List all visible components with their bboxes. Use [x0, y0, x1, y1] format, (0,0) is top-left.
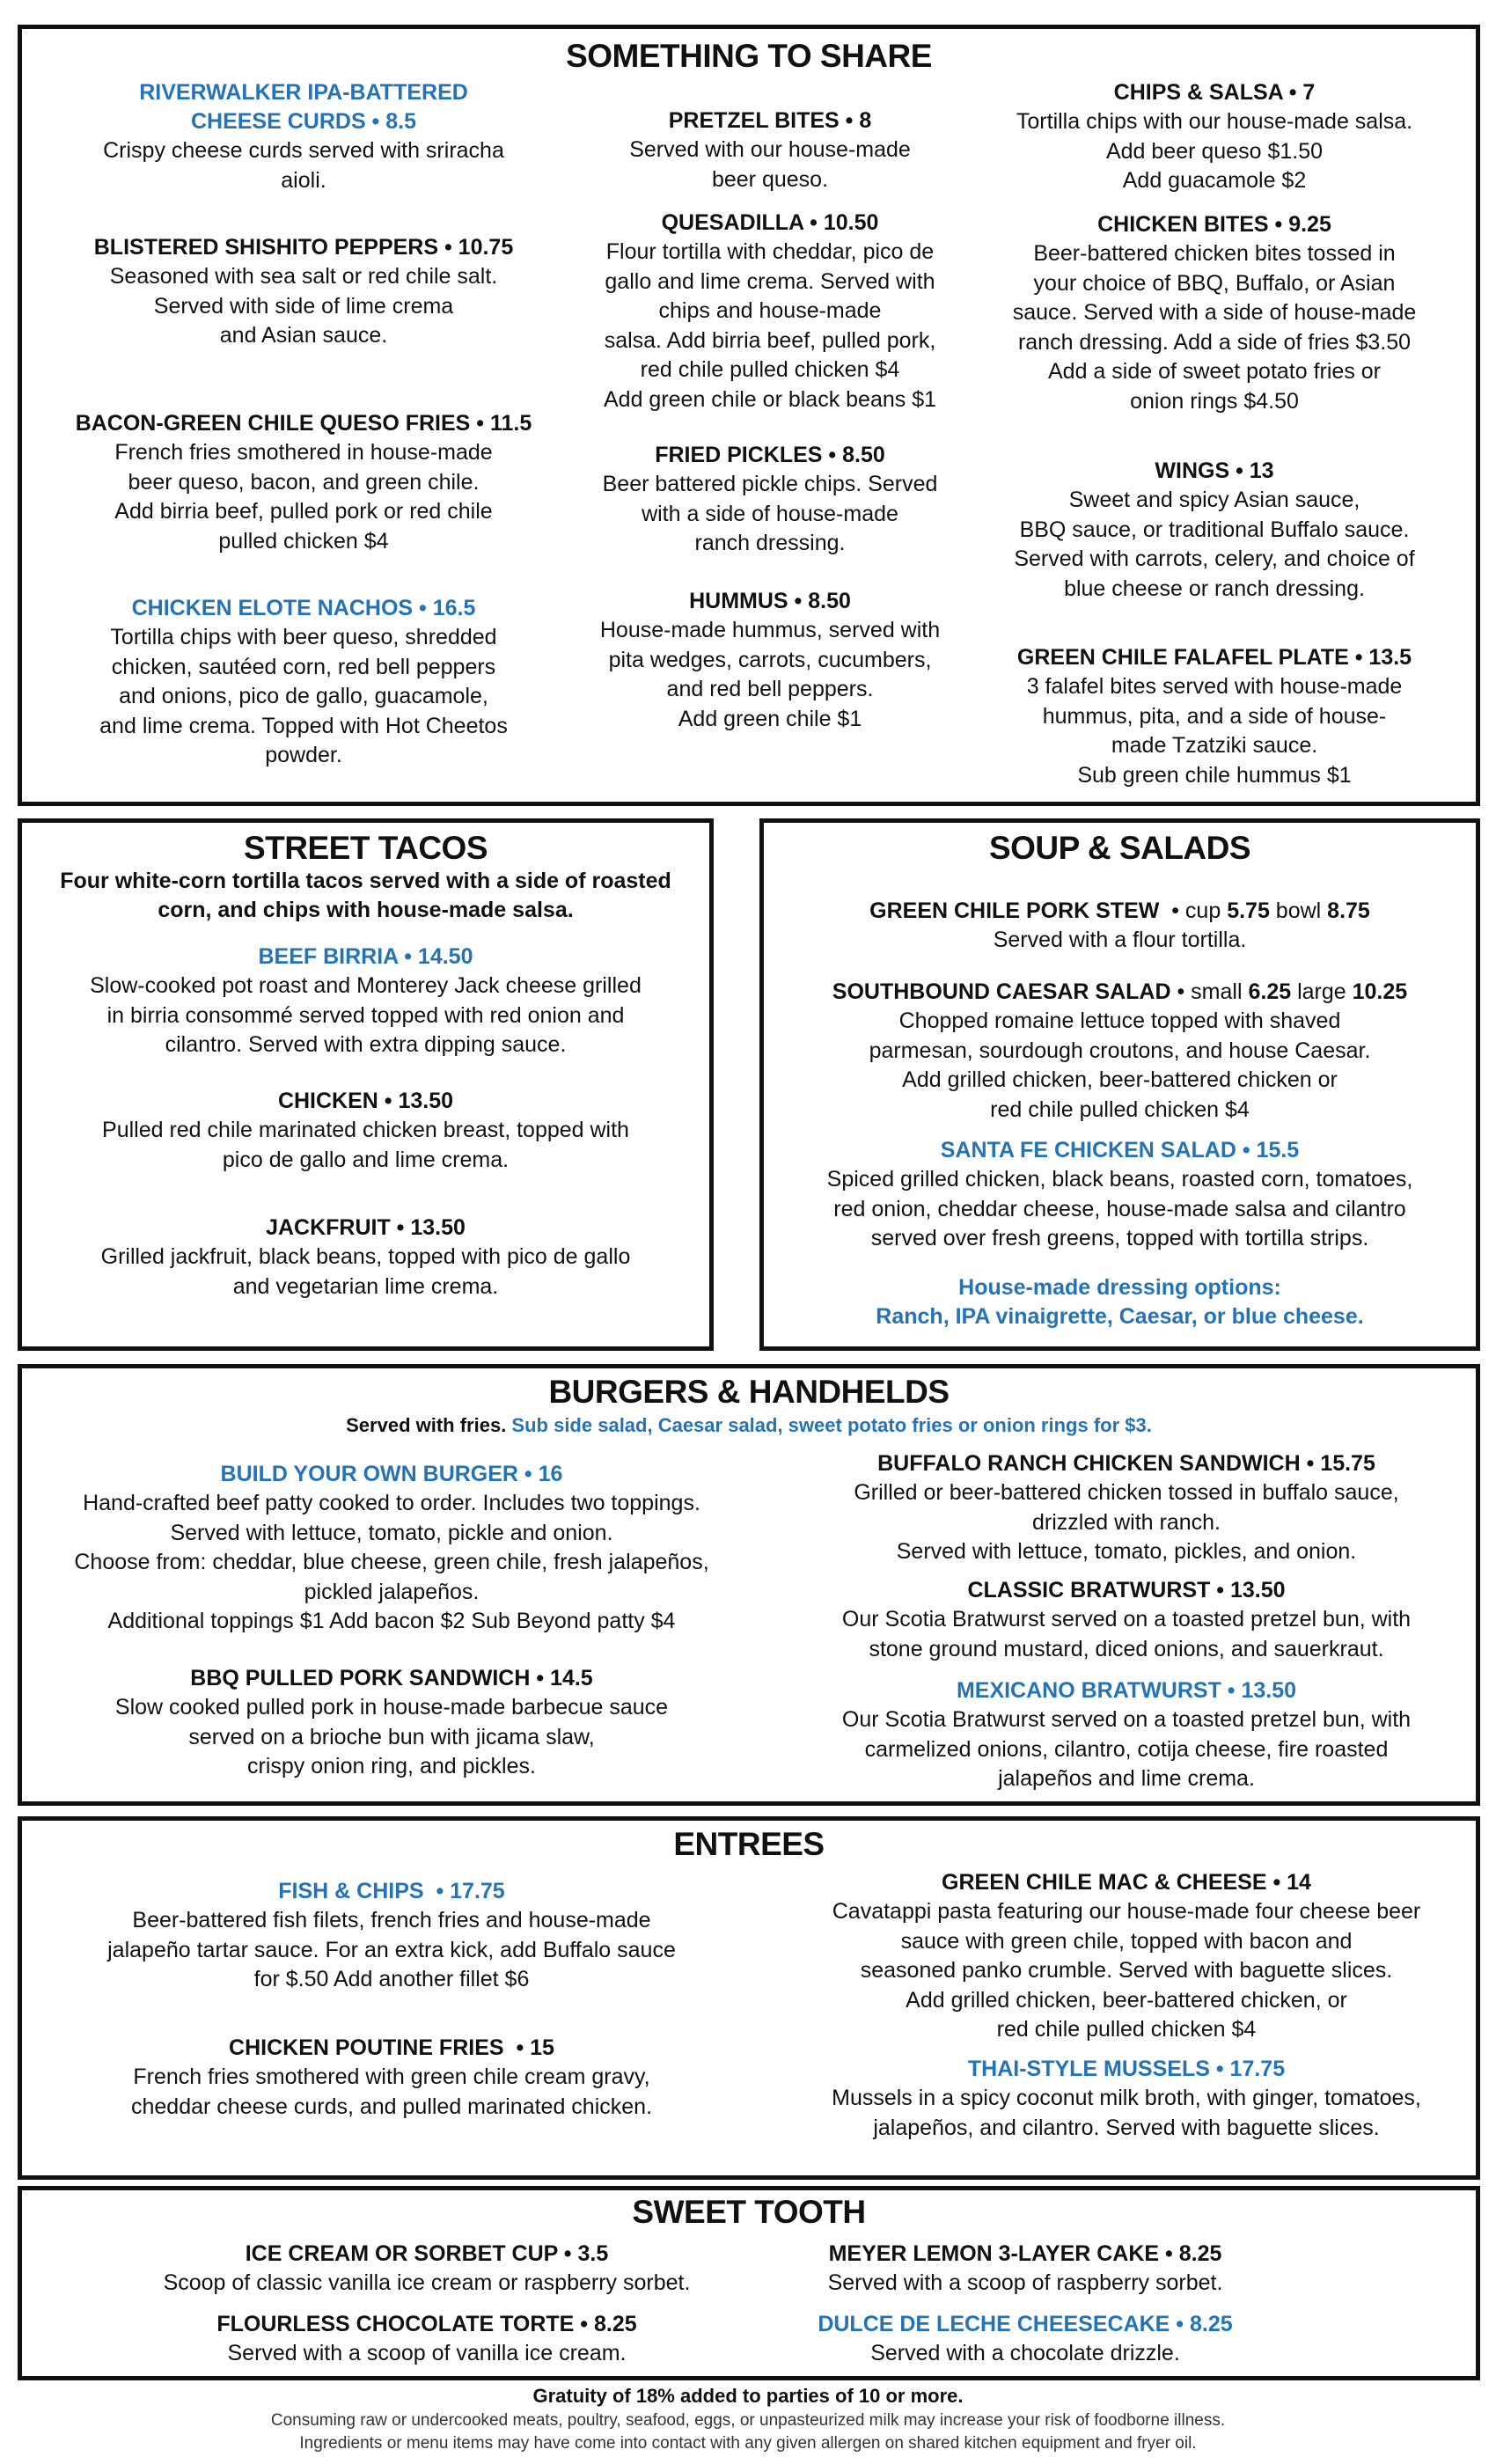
- menu-item-bbq-pork-sandwich: [22, 1664, 761, 1782]
- item-description: Flour tortilla with cheddar, pico de gallo and lime crema. Served with chips and house-made salsa. Add birria beef, pulled pork, red chile pulled chicken $4 Add green chile or black beans $1: [603, 239, 937, 412]
- section-title: SWEET TOOTH: [632, 2194, 866, 2230]
- item-name: ICE CREAM OR SORBET CUP • 3.5: [245, 2241, 609, 2266]
- item-name: BUFFALO RANCH CHICKEN SANDWICH • 15.75: [877, 1451, 1375, 1476]
- item-name: THAI-STYLE MUSSELS • 17.75: [967, 2057, 1286, 2081]
- item-name: QUESADILLA • 10.50: [661, 210, 879, 235]
- menu-item-cheese-curds: [31, 78, 576, 195]
- menu-item-taco-chicken: [22, 1087, 709, 1175]
- menu-item-classic-bratwurst: [779, 1576, 1474, 1664]
- item-name: FRIED PICKLES • 8.50: [655, 443, 885, 467]
- menu-item-poutine-fries: [22, 2034, 761, 2122]
- menu-item-elote-nachos: [31, 594, 576, 771]
- item-description: Slow-cooked pot roast and Monterey Jack cheese grilled in birria consommé served topped with red onion and cilantro. Served with extra dipping sauce.: [90, 973, 642, 1057]
- section-title: SOMETHING TO SHARE: [566, 38, 932, 74]
- item-description: French fries smothered with green chile cream gravy, cheddar cheese curds, and pulled marinated chicken.: [130, 2064, 653, 2119]
- item-name: CHICKEN • 13.50: [277, 1089, 454, 1113]
- section-title: ENTREES: [673, 1826, 825, 1862]
- item-name: WINGS • 13: [1155, 458, 1274, 483]
- menu-item-pretzel-bites: [550, 106, 990, 194]
- dressing-list: Ranch, IPA vinaigrette, Caesar, or blue cheese.: [876, 1304, 1364, 1329]
- menu-item-lemon-cake: [779, 2240, 1272, 2299]
- menu-item-fried-pickles: [550, 441, 990, 559]
- menu-item-beef-birria: [22, 942, 709, 1060]
- item-description: Served with a scoop of vanilla ice cream.: [227, 2341, 627, 2365]
- menu-item-buffalo-chicken-sandwich: [779, 1449, 1474, 1567]
- item-description: Our Scotia Bratwurst served on a toasted pretzel bun, with carmelized onions, cilantro, cotija cheese, fire roasted jalapeños and lime crema.: [841, 1707, 1412, 1791]
- food-safety-warning: Consuming raw or undercooked meats, poultry, seafood, eggs, or unpasteurized milk may increase your risk of foodborne illness.: [270, 2411, 1226, 2430]
- section-title: SOUP & SALADS: [988, 830, 1251, 866]
- item-name: BACON-GREEN CHILE QUESO FRIES • 11.5: [75, 411, 532, 436]
- item-description: Scoop of classic vanilla ice cream or raspberry sorbet.: [163, 2270, 691, 2295]
- item-description: Beer-battered chicken bites tossed in your choice of BBQ, Buffalo, or Asian sauce. Served with a side of house-made ranch dressing. Add a side of fries $3.50 Add a side of sweet potato fries or onion rings $4.50: [1012, 241, 1417, 414]
- item-name: DULCE DE LECHE CHEESECAKE • 8.25: [818, 2312, 1233, 2336]
- item-name: JACKFRUIT • 13.50: [266, 1215, 466, 1240]
- item-name: SANTA FE CHICKEN SALAD • 15.5: [940, 1138, 1300, 1162]
- section-something-to-share: [18, 25, 1480, 806]
- item-description: Spiced grilled chicken, black beans, roasted corn, tomatoes, red onion, cheddar cheese, house-made salsa and cilantro served over fresh greens, topped with tortilla strips.: [826, 1167, 1413, 1250]
- menu-item-mac-cheese: [779, 1868, 1474, 2045]
- item-description: Beer-battered fish filets, french fries and house-made jalapeño tartar sauce. For an extra kick, add Buffalo sauce for $.50 Add another fillet $6: [107, 1908, 676, 1991]
- section-title: STREET TACOS: [244, 830, 488, 866]
- menu-item-thai-mussels: [779, 2055, 1474, 2143]
- item-description: Sweet and spicy Asian sauce, BBQ sauce, or traditional Buffalo sauce. Served with carrots, celery, and choice of blue cheese or ranch dressing.: [1014, 488, 1415, 601]
- section-burgers-handhelds: [18, 1364, 1480, 1806]
- menu-item-pork-stew: [764, 897, 1476, 956]
- dressing-title: House-made dressing options:: [958, 1275, 1281, 1300]
- menu-item-build-burger: [22, 1460, 761, 1637]
- item-name: GREEN CHILE FALAFEL PLATE • 13.5: [1016, 645, 1412, 670]
- item-name: HUMMUS • 8.50: [689, 589, 851, 613]
- item-name: MEYER LEMON 3-LAYER CAKE • 8.25: [828, 2241, 1222, 2266]
- item-name: BLISTERED SHISHITO PEPPERS • 10.75: [93, 235, 514, 260]
- item-description: Beer battered pickle chips. Served with a side of house-made ranch dressing.: [602, 472, 938, 555]
- menu-item-jackfruit: [22, 1214, 709, 1302]
- menu-item-quesadilla: [550, 209, 990, 414]
- item-description: Served with our house-made beer queso.: [629, 137, 911, 192]
- item-description: Served with a scoop of raspberry sorbet.: [827, 2270, 1223, 2295]
- item-name: CLASSIC BRATWURST • 13.50: [967, 1578, 1286, 1602]
- menu-item-chocolate-torte: [128, 2310, 726, 2369]
- menu-item-mexicano-bratwurst: [779, 1676, 1474, 1794]
- section-intro: Four white-corn tortilla tacos served with a side of roasted corn, and chips with house-made salsa.: [60, 869, 671, 922]
- allergen-notice: Ingredients or menu items may have come into contact with any given allergen on shared kitchen equipment and fryer oil.: [299, 2434, 1197, 2453]
- item-name: MEXICANO BRATWURST • 13.50: [956, 1678, 1297, 1703]
- item-description: Tortilla chips with our house-made salsa. Add beer queso $1.50 Add guacamole $2: [1016, 109, 1413, 193]
- item-description: Grilled jackfruit, black beans, topped with pico de gallo and vegetarian lime crema.: [100, 1244, 631, 1299]
- item-description: Served with a chocolate drizzle.: [870, 2341, 1180, 2365]
- item-description: Slow cooked pulled pork in house-made barbecue sauce served on a brioche bun with jicama slaw, crispy onion ring, and pickles.: [114, 1695, 669, 1778]
- item-description: House-made hummus, served with pita wedges, carrots, cucumbers, and red bell peppers. Add green chile $1: [599, 618, 941, 731]
- item-name: RIVERWALKER IPA-BATTERED CHEESE CURDS • 8.5: [139, 80, 468, 134]
- section-title: BURGERS & HANDHELDS: [548, 1374, 950, 1410]
- menu-item-dulce-cheesecake: [779, 2310, 1272, 2369]
- menu-item-queso-fries: [31, 409, 576, 556]
- item-description: Seasoned with sea salt or red chile salt. Served with side of lime crema and Asian sauce.: [109, 264, 498, 348]
- item-description: Hand-crafted beef patty cooked to order. Includes two toppings. Served with lettuce, tomato, pickle and onion. Choose from: cheddar, blue cheese, green chile, fresh jalapeños, pickled jalapeños. Additional toppings $1 Add bacon $2 Sub Beyond patty $4: [74, 1491, 709, 1633]
- item-description: Served with a flour tortilla.: [993, 928, 1247, 952]
- item-description: French fries smothered in house-made beer queso, bacon, and green chile. Add birria beef, pulled pork or red chile pulled chicken $4: [114, 440, 493, 554]
- item-description: Our Scotia Bratwurst served on a toasted pretzel bun, with stone ground mustard, diced onions, and sauerkraut.: [841, 1607, 1412, 1661]
- item-description: Pulled red chile marinated chicken breast, topped with pico de gallo and lime crema.: [102, 1118, 629, 1172]
- item-name: GREEN CHILE MAC & CHEESE • 14: [942, 1870, 1311, 1895]
- menu-item-wings: [972, 457, 1456, 604]
- menu-item-santa-fe-salad: [764, 1136, 1476, 1254]
- section-entrees: [18, 1816, 1480, 2180]
- item-name: FLOURLESS CHOCOLATE TORTE • 8.25: [216, 2312, 637, 2336]
- menu-item-falafel-plate: [972, 643, 1456, 790]
- menu-item-hummus: [550, 587, 990, 734]
- item-name: BEEF BIRRIA • 14.50: [258, 944, 473, 969]
- menu-item-ice-cream-cup: [128, 2240, 726, 2299]
- section-note: Served with fries. Sub side salad, Caesar salad, sweet potato fries or onion rings for $3.: [346, 1414, 1152, 1436]
- item-name: BUILD YOUR OWN BURGER • 16: [220, 1462, 563, 1486]
- item-name: BBQ PULLED PORK SANDWICH • 14.5: [190, 1666, 593, 1690]
- item-name: GREEN CHILE PORK STEW • cup 5.75 bowl 8.75: [869, 898, 1370, 923]
- menu-item-caesar-salad: [764, 978, 1476, 1125]
- menu-item-chips-salsa: [972, 78, 1456, 196]
- section-soup-salads: [759, 818, 1480, 1351]
- section-street-tacos: [18, 818, 714, 1351]
- item-description: Mussels in a spicy coconut milk broth, with ginger, tomatoes, jalapeños, and cilantro. Served with baguette slices.: [832, 2086, 1421, 2140]
- item-name: CHICKEN POUTINE FRIES • 15: [229, 2035, 554, 2060]
- item-description: Grilled or beer-battered chicken tossed in buffalo sauce, drizzled with ranch. Served with lettuce, tomato, pickles, and onion.: [854, 1480, 1399, 1564]
- menu-item-fish-chips: [22, 1877, 761, 1995]
- item-description: Cavatappi pasta featuring our house-made four cheese beer sauce with green chile, topped with bacon and seasoned panko crumble. Served with baguette slices. Add grilled chicken, beer-battered chicken, or red chile pulled chicken $4: [832, 1899, 1421, 2042]
- item-name: CHIPS & SALSA • 7: [1113, 80, 1316, 105]
- menu-item-chicken-bites: [972, 210, 1456, 416]
- item-description: 3 falafel bites served with house-made hummus, pita, and a side of house- made Tzatziki sauce. Sub green chile hummus $1: [1026, 674, 1403, 788]
- item-name: PRETZEL BITES • 8: [668, 108, 872, 133]
- item-description: Chopped romaine lettuce topped with shaved parmesan, sourdough croutons, and house Caesar. Add grilled chicken, beer-battered chicken or red chile pulled chicken $4: [869, 1008, 1371, 1122]
- section-sweet-tooth: [18, 2186, 1480, 2380]
- item-name: CHICKEN ELOTE NACHOS • 16.5: [131, 596, 476, 620]
- item-name: CHICKEN BITES • 9.25: [1097, 212, 1331, 237]
- dressing-options: [764, 1273, 1476, 1331]
- item-description: Tortilla chips with beer queso, shredded chicken, sautéed corn, red bell peppers and onions, pico de gallo, guacamole, and lime crema. Topped with Hot Cheetos powder.: [99, 625, 508, 767]
- item-name: SOUTHBOUND CAESAR SALAD • small 6.25 large 10.25: [832, 979, 1408, 1004]
- gratuity-note: Gratuity of 18% added to parties of 10 or more.: [532, 2385, 964, 2407]
- item-description: Crispy cheese curds served with sriracha aioli.: [103, 138, 504, 193]
- item-name: FISH & CHIPS • 17.75: [278, 1879, 505, 1903]
- menu-item-shishito-peppers: [31, 233, 576, 351]
